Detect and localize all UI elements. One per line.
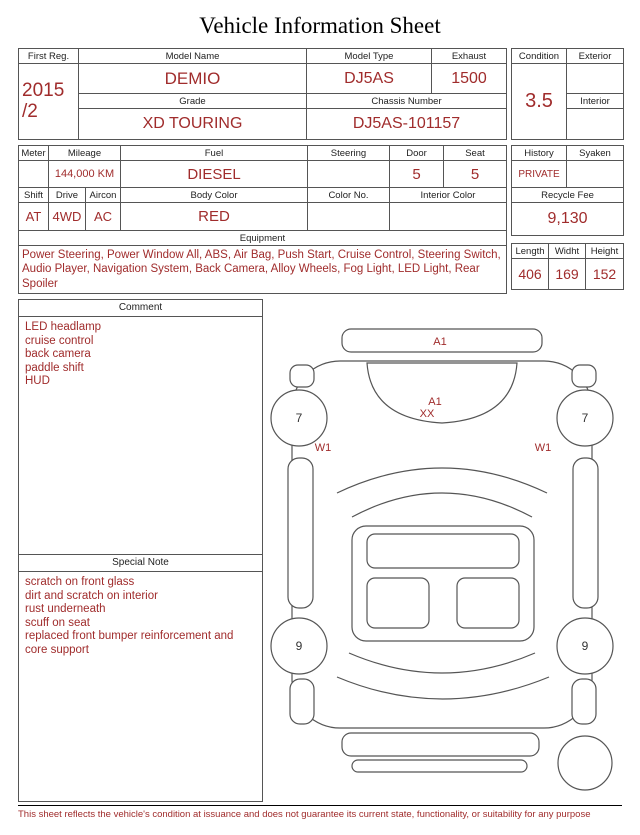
meter-value [19,161,49,188]
shift-value: AT [19,203,49,231]
registration-band [0,48,640,140]
fuel-label: Fuel [121,146,308,161]
interior-color-value [390,203,507,231]
first-reg-month: /2 [22,100,38,122]
interior-color-label: Interior Color [390,188,507,203]
rear-right-wheel-mark: 9 [581,639,588,654]
shift-label: Shift [19,188,49,203]
dimensions-table [511,243,624,290]
recycle-fee-label: Recycle Fee [512,188,624,203]
fuel-value: DIESEL [121,161,308,188]
special-note-header: Special Note [19,554,262,572]
model-type-label: Model Type [307,49,432,64]
history-label: History [512,146,567,161]
diagram-area [263,299,622,801]
syaken-value [567,161,624,188]
registration-table [18,48,507,140]
model-type-value: DJ5AS [307,64,432,94]
hood-mark: A1 [427,396,442,409]
front-left-wheel-mark: 7 [295,411,302,426]
syaken-label: Syaken [567,146,624,161]
recycle-fee-table [511,187,624,236]
right-quarter-panel [572,679,596,724]
right-seat [457,578,519,628]
aircon-label: Aircon [86,188,121,203]
meter-label: Meter [19,146,49,161]
left-door-panel [288,458,313,608]
drive-value: 4WD [49,203,86,231]
recycle-fee-value: 9,130 [512,203,624,236]
comment-line: back camera [25,348,91,361]
interior-label: Interior [567,94,624,109]
rear-bumper [342,733,539,756]
door-value: 5 [390,161,444,188]
length-label: Length [512,244,549,259]
length-value: 406 [512,259,549,290]
condition-table [511,48,624,140]
comment-line: LED headlamp [25,321,102,334]
door-label: Door [390,146,444,161]
rear-lower-trim [352,760,527,772]
special-note-text [19,572,262,801]
condition-value: 3.5 [512,64,567,140]
front-bumper-mark: A1 [432,336,447,349]
left-quarter-panel [290,679,314,724]
comment-line: cruise control [25,334,94,347]
comment-text [19,317,262,554]
first-reg-label: First Reg. [19,49,79,64]
model-name-label: Model Name [79,49,307,64]
grade-label: Grade [79,94,307,109]
spare-tire [558,736,612,790]
equipment-text: Power Steering, Power Window All, ABS, Air Bag, Push Start, Cruise Control, Steering Switch, Audio Player, Navigation System, Back Camera, Alloy Wheels, Fog Light, LED Light, Rear Spoiler [19,246,507,294]
page-title: Vehicle Information Sheet [199,13,441,38]
special-note-line: replaced front bumper reinforcement and core support [25,630,234,656]
seat-label: Seat [444,146,507,161]
front-left-fender [290,365,314,387]
footer-divider [18,805,622,820]
exterior-label: Exterior [567,49,624,64]
history-column [511,145,623,294]
vehicle-diagram [267,301,619,801]
body-color-label: Body Color [121,188,308,203]
disclaimer-text: This sheet reflects the vehicle's condition at issuance and does not guarantee its current state, functionality, or suitability for any purpose [18,809,591,821]
specs-table [18,145,507,294]
chassis-number-label: Chassis Number [307,94,507,109]
height-value: 152 [586,259,624,290]
equipment-label: Equipment [19,231,507,246]
steering-label: Steering [308,146,390,161]
history-value: PRIVATE [512,161,567,188]
condition-label: Condition [512,49,567,64]
width-label: Widht [549,244,586,259]
first-reg-value [19,64,79,140]
left-seat [367,578,429,628]
aircon-value: AC [86,203,121,231]
comment-line: paddle shift [25,361,84,374]
chassis-number-value: DJ5AS-101157 [307,109,507,140]
body-color-value: RED [121,203,308,231]
exterior-value [567,64,624,94]
sunroof [367,534,519,568]
front-right-fender [572,365,596,387]
special-note-line: rust underneath [25,603,106,616]
main-section [0,299,640,802]
comment-box [18,299,263,802]
model-name-value: DEMIO [79,64,307,94]
steering-value [308,161,390,188]
grade-value: XD TOURING [79,109,307,140]
color-no-value [308,203,390,231]
rear-left-wheel-mark: 9 [295,639,302,654]
mileage-value: 144,000 KM [49,161,121,188]
right-fender-mark: W1 [534,442,551,455]
specs-band [0,145,640,294]
drive-label: Drive [49,188,86,203]
color-no-label: Color No. [308,188,390,203]
front-right-wheel-mark: 7 [581,411,588,426]
special-note-line: dirt and scratch on interior [25,589,158,602]
exhaust-label: Exhaust [432,49,507,64]
special-note-line: scuff on seat [25,616,90,629]
height-label: Height [586,244,624,259]
mileage-label: Mileage [49,146,121,161]
comment-line: HUD [25,375,50,388]
exhaust-value: 1500 [432,64,507,94]
history-table [511,145,624,188]
first-reg-year: 2015 [22,79,65,101]
right-door-panel [573,458,598,608]
special-note-line: scratch on front glass [25,576,135,589]
left-fender-mark: W1 [314,442,331,455]
width-value: 169 [549,259,586,290]
seat-value: 5 [444,161,507,188]
comment-header: Comment [19,300,262,317]
interior-value [567,109,624,140]
hood-mark-2: XX [419,408,434,421]
